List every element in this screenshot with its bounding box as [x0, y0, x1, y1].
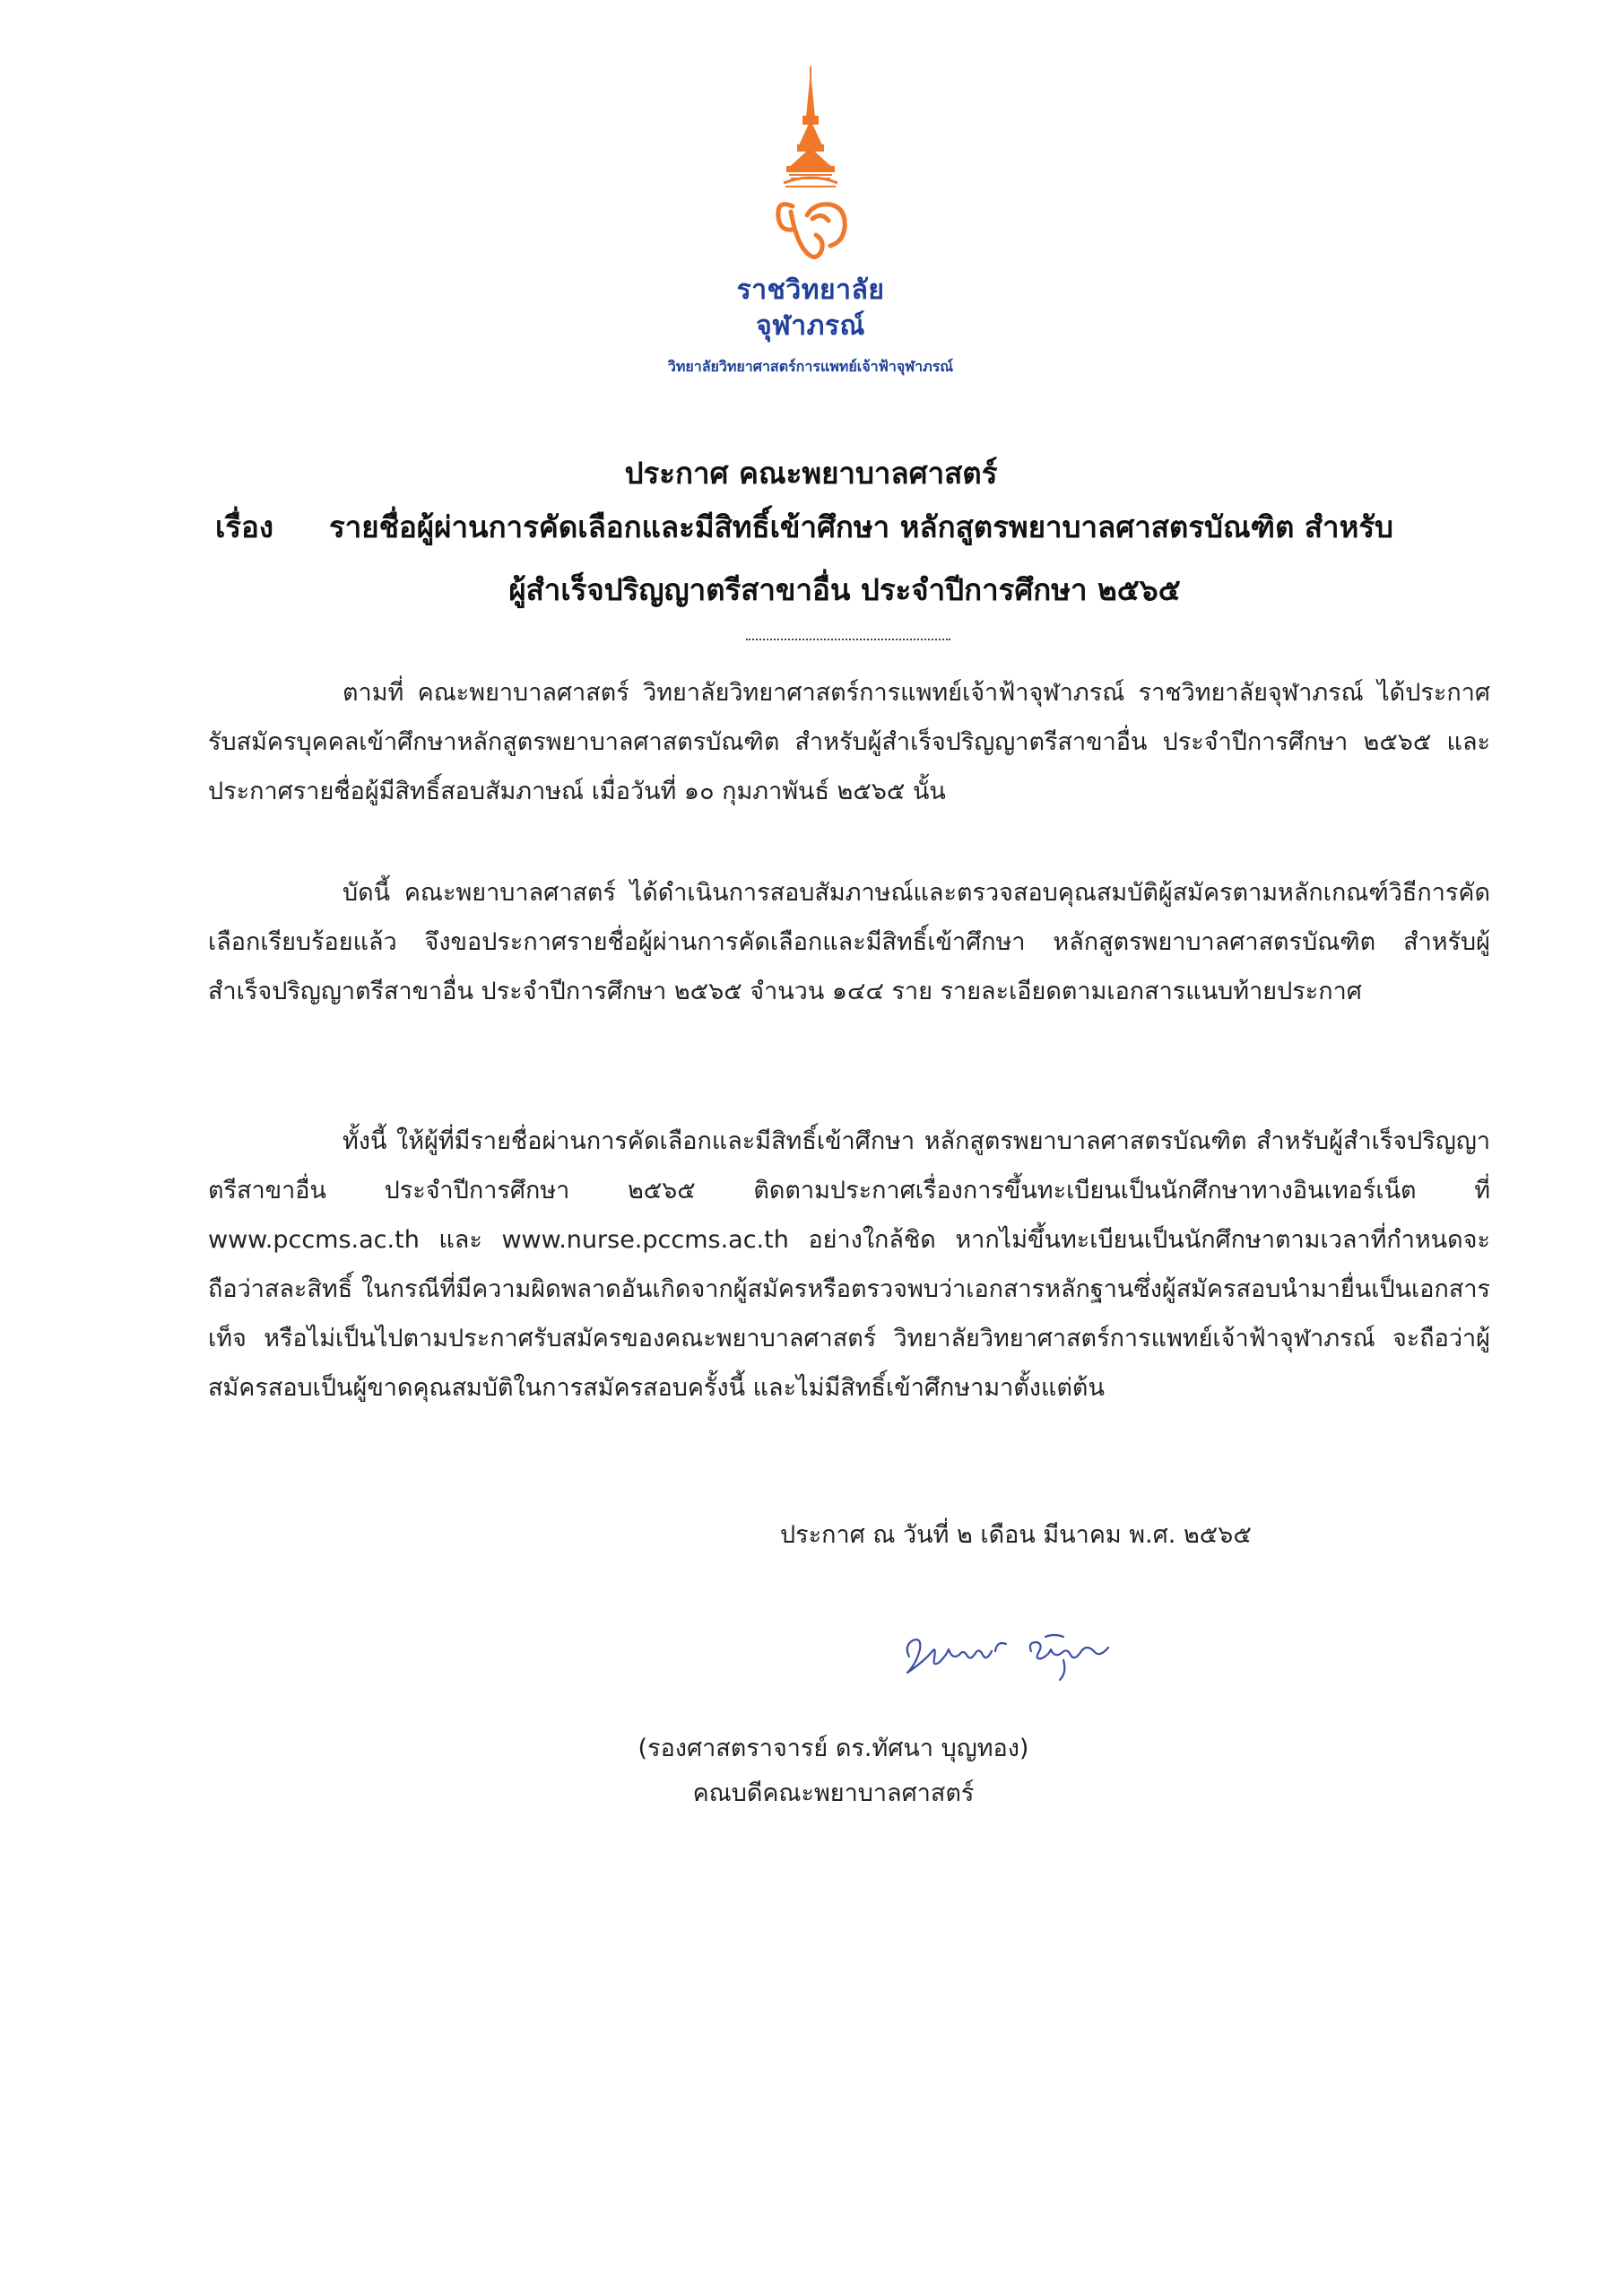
- handwritten-signature: [897, 1610, 1130, 1691]
- signer-title: คณบดีคณะพยาบาลศาสตร์: [692, 1779, 975, 1807]
- announcement-date: ประกาศ ณ วันที่ ๒ เดือน มีนาคม พ.ศ. ๒๕๖๕: [780, 1521, 1252, 1549]
- announcement-title: ประกาศ คณะพยาบาลศาสตร์: [624, 456, 998, 491]
- body-paragraph: [208, 668, 1490, 816]
- signer-name: (รองศาสตราจารย์ ดร.ทัศนา บุญทอง): [638, 1735, 1029, 1762]
- subject-text-line-1: รายชื่อผู้ผ่านการคัดเลือกและมีสิทธิ์เข้าศึกษา หลักสูตรพยาบาลศาสตรบัณฑิต สำหรับ: [329, 509, 1394, 544]
- paragraph-text: ทั้งนี้ ให้ผู้ที่มีรายชื่อผ่านการคัดเลือกและมีสิทธิ์เข้าศึกษา หลักสูตรพยาบาลศาสตรบัณฑิต สำหรับผู้สำเร็จปริญญาตรีสาขาอื่น ประจำปีการศึกษา ๒๕๖๕ ติดตามประกาศเรื่องการขึ้นทะเบียนเป็นนักศึกษาทางอินเทอร์เน็ต ที่ www.pccms.ac.th และ www.nurse.pccms.ac.th อย่างใกล้ชิด หากไม่ขึ้นทะเบียนเป็นนักศึกษาตามเวลาที่กำหนดจะถือว่าสละสิทธิ์ ในกรณีที่มีความผิดพลาดอันเกิดจากผู้สมัครหรือตรวจพบว่าเอกสารหลักฐานซึ่งผู้สมัครสอบนำมายื่นเป็นเอกสารเท็จ หรือไม่เป็นไปตามประกาศรับสมัครของคณะพยาบาลศาสตร์ วิทยาลัยวิทยาศาสตร์การแพทย์เจ้าฟ้าจุฬาภรณ์ จะถือว่าผู้สมัครสอบเป็นผู้ขาดคุณสมบัติในการสมัครสอบครั้งนี้ และไม่มีสิทธิ์เข้าศึกษามาตั้งแต่ต้น: [208, 1127, 1490, 1402]
- body-paragraph: [208, 1117, 1490, 1413]
- college-name: วิทยาลัยวิทยาศาสตร์การแพทย์เจ้าฟ้าจุฬาภรณ์: [667, 358, 954, 375]
- body-paragraph: [208, 868, 1490, 1016]
- subject-text-line-2: ผู้สำเร็จปริญญาตรีสาขาอื่น ประจำปีการศึกษา ๒๕๖๕: [508, 572, 1181, 607]
- institution-name: ราชวิทยาลัย: [736, 274, 885, 306]
- college-emblem-icon: [757, 63, 864, 269]
- institution-name-line-2: จุฬาภรณ์: [756, 310, 865, 342]
- institution-logo: [631, 63, 990, 378]
- subject-label: เรื่อง: [215, 509, 273, 544]
- paragraph-text: บัดนี้ คณะพยาบาลศาสตร์ ได้ดำเนินการสอบสัมภาษณ์และตรวจสอบคุณสมบัติผู้สมัครตามหลักเกณฑ์วิธีการคัดเลือกเรียบร้อยแล้ว จึงขอประกาศรายชื่อผู้ผ่านการคัดเลือกและมีสิทธิ์เข้าศึกษา หลักสูตรพยาบาลศาสตรบัณฑิต สำหรับผู้สำเร็จปริญญาตรีสาขาอื่น ประจำปีการศึกษา ๒๕๖๕ จำนวน ๑๔๔ ราย รายละเอียดตามเอกสารแนบท้ายประกาศ: [208, 879, 1490, 1005]
- paragraph-text: ตามที่ คณะพยาบาลศาสตร์ วิทยาลัยวิทยาศาสตร์การแพทย์เจ้าฟ้าจุฬาภรณ์ ราชวิทยาลัยจุฬาภรณ์ ได้ประกาศรับสมัครบุคคลเข้าศึกษาหลักสูตรพยาบาลศาสตรบัณฑิต สำหรับผู้สำเร็จปริญญาตรีสาขาอื่น ประจำปีการศึกษา ๒๕๖๕ และประกาศรายชื่อผู้มีสิทธิ์สอบสัมภาษณ์ เมื่อวันที่ ๑๐ กุมภาพันธ์ ๒๕๖๕ นั้น: [208, 679, 1490, 805]
- dotted-divider: [746, 639, 950, 640]
